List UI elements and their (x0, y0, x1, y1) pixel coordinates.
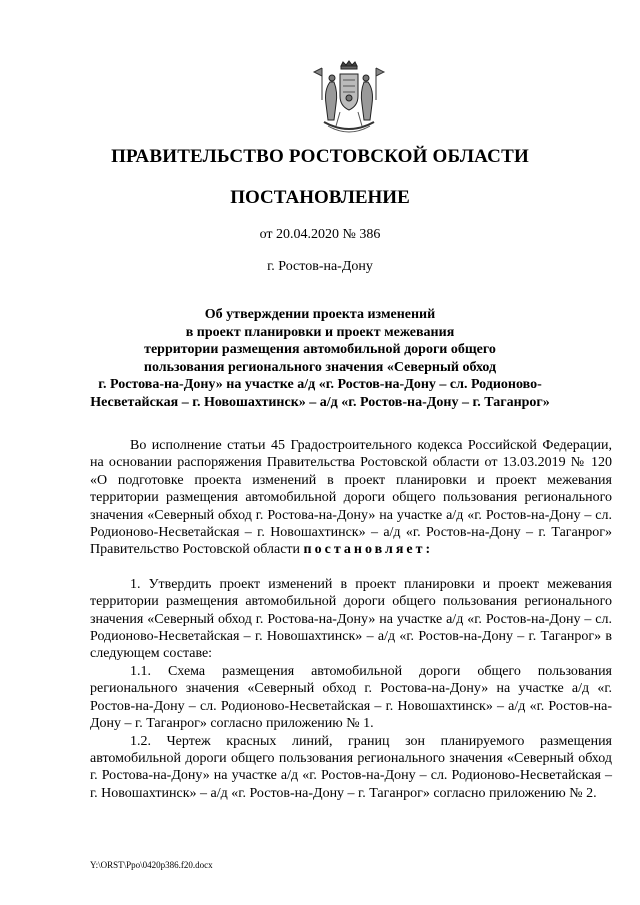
government-name: ПРАВИТЕЛЬСТВО РОСТОВСКОЙ ОБЛАСТИ (111, 146, 529, 167)
document-type: ПОСТАНОВЛЕНИЕ (230, 187, 410, 208)
title-line: г. Ростова-на-Дону» на участке а/д «г. Ростов-на-Дону – сл. Родионово- (98, 377, 542, 392)
title-line: территории размещения автомобильной дороги общего (144, 342, 496, 357)
title-line: пользования регионального значения «Северный обход (143, 359, 497, 375)
date-and-number: от 20.04.2020 № 386 (259, 227, 381, 242)
preamble-paragraph (90, 437, 612, 559)
document-body (90, 437, 612, 802)
resolves-keyword: постановляет: (303, 542, 434, 558)
file-path-footer: Y:\ORST\Ppo\0420p386.f20.docx (90, 860, 213, 870)
item-1-2-paragraph: 1.2. Чертеж красных линий, границ зон планируемого размещения автомобильной дороги общего пользования регионального значения «Северный обход г. Ростова-на-Дону» на участке а/д «г. Ростов-на-Дону – сл. Родионово-Несветайская – г. Новошахтинск» – а/д «г. Ростов-на-Дону – г. Таганрог» согласно приложению № 2. (90, 733, 612, 801)
item-1-1-paragraph: 1.1. Схема размещения автомобильной дороги общего пользования регионального значения «Северный обход г. Ростова-на-Дону» на участке а/д «г. Ростов-на-Дону – сл. Родионово-Несветайская – г. Новошахтинск» – а/д «г. Ростов-на-Дону – г. Таганрог» согласно приложению № 1. (90, 663, 612, 732)
title-line: в проект планировки и проект межевания (185, 324, 455, 340)
title-line: Об утверждении проекта изменений (204, 307, 436, 322)
coat-of-arms-emblem (310, 60, 388, 140)
city-name: г. Ростов-на-Дону (267, 259, 373, 274)
preamble-text: Во исполнение статьи 45 Градостроительного кодекса Российской Федерации, на основании распоряжения Правительства Ростовской области от 13.03.2019 № 120 «О подготовке проекта изменений в проект планировки и проект межевания территории размещения автомобильной дороги общего пользования регионального значения «Северный обход г. Ростова-на-Дону» на участке а/д «г. Ростов-на-Дону – сл. Родионово-Несветайская – г. Новошахтинск» – а/д «г. Ростов-на-Дону – г. Таганрог» Правительство Ростовской области (90, 438, 612, 558)
item-1-paragraph: 1. Утвердить проект изменений в проект планировки и проект межевания территории размещения автомобильной дороги общего пользования регионального значения «Северный обход г. Ростова-на-Дону» на участке а/д «г. Ростов-на-Дону – сл. Родионово-Несветайская – г. Новошахтинск» – а/д «г. Ростов-на-Дону – г. Таганрог» в следующем составе: (90, 576, 612, 662)
title-line: Несветайская – г. Новошахтинск» – а/д «г. Ростов-на-Дону – г. Таганрог» (90, 394, 550, 410)
document-title (0, 306, 640, 411)
